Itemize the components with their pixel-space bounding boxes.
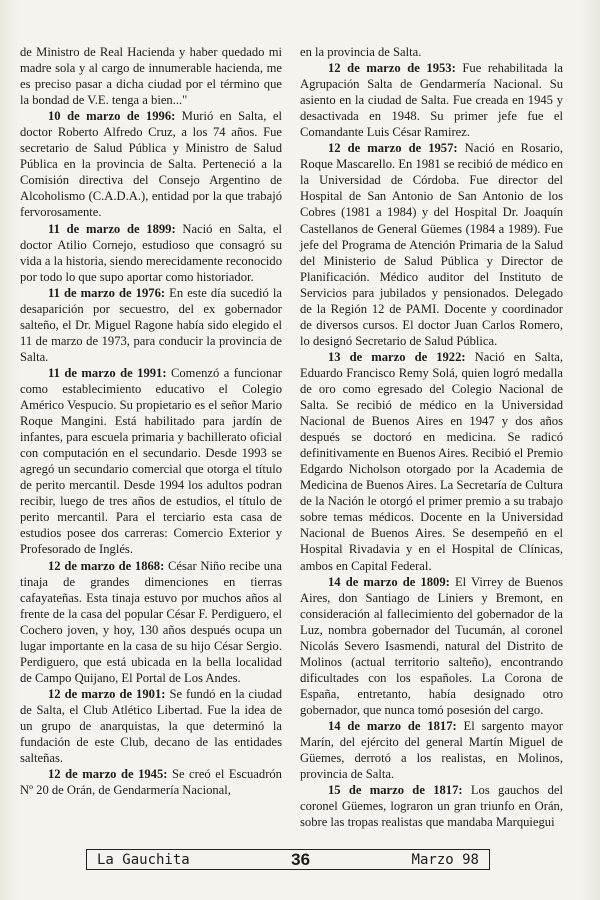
entry-date: 11 de marzo de 1899: bbox=[48, 221, 176, 236]
entry-date: 12 de marzo de 1868: bbox=[48, 558, 165, 573]
entry-date: 15 de marzo de 1817: bbox=[328, 783, 463, 798]
chronology-entry bbox=[300, 140, 563, 349]
continued-text: de Ministro de Real Hacienda y haber quedado mi madre sola y al cargo de innumerable hacienda, me es preciso pasar a dicha ciudad por el término que la bondad de V.E. tenga a bien..." bbox=[20, 45, 282, 108]
entry-text: Se creó el Escuadrón Nº 20 de Orán, de Gendarmería Nacional, bbox=[20, 767, 282, 798]
continued-text: en la provincia de Salta. bbox=[300, 45, 422, 59]
chronology-entry bbox=[20, 766, 282, 798]
entry-text: César Niño recibe una tinaja de grandes dimenciones en tierras cafayateñas. Esta tinaja estuvo por muchos años al frente de la casa del popular César F. Perdiguero, el Cochero joven, y hoy, 130 años después ocupa un lugar importante en la casa de su hijo César Sergio. Perdiguero, que está ubicada en la bella localidad de Campo Quijano, El Portal de Los Andes. bbox=[20, 558, 282, 685]
entry-date: 13 de marzo de 1922: bbox=[328, 349, 466, 364]
entry-date: 14 de marzo de 1817: bbox=[328, 718, 457, 733]
entry-date: 12 de marzo de 1945: bbox=[48, 767, 168, 782]
entry-date: 12 de marzo de 1957: bbox=[328, 141, 458, 156]
chronology-entry bbox=[300, 349, 563, 574]
entry-text: El Virrey de Buenos Aires, don Santiago de Liniers y Bremont, en consideración al fallecimiento del gobernador de la Luz, nombra gobernador del Tucumán, al coronel Nicolás Severo Isasmendi, natural del Distrito de Molinos (actual territorio salteño), encontrando dificultades con los españoles. La Corona de España, entretanto, había designado otro gobernador, que nunca tomó posesión del cargo. bbox=[300, 574, 563, 717]
entry-text: Comenzó a funcionar como establecimiento educativo el Colegio Américo Vespucio. Su propietario es el señor Mario Roque Mangini. Está habilitado para jardín de infantes, para escuela primaria y bachillerato oficial con computación en el secundario. Desde 1993 se agregó un secundario comercial que otorga el título de perito mercantil. Desde 1994 los adultos podran recibir, luego de tres años de estudios, el título de perito mercantil. Para el terciario esta casa de estudios posee dos carreras: Comercio Exterior y Profesorado de Inglés. bbox=[20, 365, 282, 557]
chronology-entry bbox=[20, 365, 282, 558]
chronology-entry bbox=[20, 221, 282, 285]
left-column bbox=[20, 44, 282, 798]
entry-text: En este día sucedió la desaparición por secuestro, del ex gobernador salteño, el Dr. Miguel Ragone había sido elegido el 11 de marzo de 1973, para conducir la provincia de Salta. bbox=[20, 285, 282, 364]
page-number: 36 bbox=[291, 849, 311, 869]
entry-text: Nació en Salta, Eduardo Francisco Remy Solá, quien logró medalla de oro como egresado del Colegio Nacional de Salta. Se recibió de médico en la Universidad Nacional de Buenos Aires en 1947 y dos años después se doctoró en medicina. Se radicó definitivamente en Buenos Aires. Recibió el Premio Edgardo Nicholson otorgado por la Academia de Medicina de Buenos Aires. La Secretaría de Cultura de la Nación le otorgó el primer premio a su trabajo sobre temas médicos. Docente en la Universidad Nacional de Buenos Aires. Se desempeñó en el Hospital Rivadavia y en el Hospital de Clínicas, ambos en Capital Federal. bbox=[300, 349, 563, 573]
entry-date: 10 de marzo de 1996: bbox=[48, 109, 176, 124]
chronology-entry bbox=[300, 574, 563, 718]
entry-date: 11 de marzo de 1991: bbox=[48, 365, 167, 380]
entry-text: Nació en Salta, el doctor Atilio Cornejo, estudioso que consagró su vida a la historia, siendo merecidamente reconocido por todo lo que supo aportar como historiador. bbox=[20, 221, 282, 284]
chronology-entry bbox=[300, 60, 563, 140]
chronology-entry bbox=[20, 108, 282, 220]
page-footer bbox=[86, 849, 490, 870]
issue-date: Marzo 98 bbox=[411, 851, 479, 868]
chronology-entry bbox=[300, 718, 563, 782]
right-column bbox=[300, 44, 563, 830]
entry-text: Se fundó en la ciudad de Salta, el Club Atlético Libertad. Fue la idea de un grupo de anarquistas, la que determinó la fundación de este Club, decano de las entidades salteñas. bbox=[20, 686, 282, 766]
entry-date: 11 de marzo de 1976: bbox=[48, 285, 166, 300]
chronology-entry bbox=[300, 782, 563, 830]
chronology-entry bbox=[20, 285, 282, 365]
chronology-entry bbox=[20, 686, 282, 766]
entry-text: El sargento mayor Marín, del ejército del general Martín Miguel de Güemes, derrotó a los realistas, en Molinos, provincia de Salta. bbox=[300, 718, 563, 782]
entry-text: Murió en Salta, el doctor Roberto Alfredo Cruz, a los 74 años. Fue secretario de Salud Pública y Ministro de Salud Pública en la provincia de Salta. Perteneció a la Comisión directiva del Consejo Argentino de Alcoholismo (C.A.D.A.), entidad por la que trabajó fervorosamente. bbox=[20, 109, 282, 220]
chronology-entry bbox=[20, 558, 282, 686]
entry-date: 12 de marzo de 1901: bbox=[48, 686, 166, 701]
entry-text: Fue rehabilitada la Agrupación Salta de Gendarmería Nacional. Su asiento en la ciudad de Salta. Fue creada en 1945 y desactivada en 1948. Su primer jefe fue el Comandante Luis César Ramirez. bbox=[300, 61, 563, 140]
entry-date: 12 de marzo de 1953: bbox=[328, 61, 456, 76]
entry-text: Nació en Rosario, Roque Mascarello. En 1981 se recibió de médico en la Universidad de Córdoba. Fue director del Hospital de San Antonio de San Antonio de los Cobres (1981 a 1984) y del Hospital Dr. Joaquín Castellanos de General Güemes (1984 a 1989). Fue jefe del Programa de Atención Primaria de la Salud del Ministerio de Salud Pública y Director de Planificación. Médico auditor del Instituto de Servicios para jubilados y pensionados. Delegado de la Región 12 de PAMI. Docente y coordinador de diversos cursos. El doctor Juan Carlos Romero, lo designó Secretario de Salud Pública. bbox=[300, 141, 563, 348]
magazine-name: La Gauchita bbox=[97, 851, 190, 868]
entry-date: 14 de marzo de 1809: bbox=[328, 574, 450, 589]
entry-text: Los gauchos del coronel Güemes, lograron un gran triunfo en Orán, sobre las tropas realistas que mandaba Marquiegui bbox=[300, 783, 563, 830]
